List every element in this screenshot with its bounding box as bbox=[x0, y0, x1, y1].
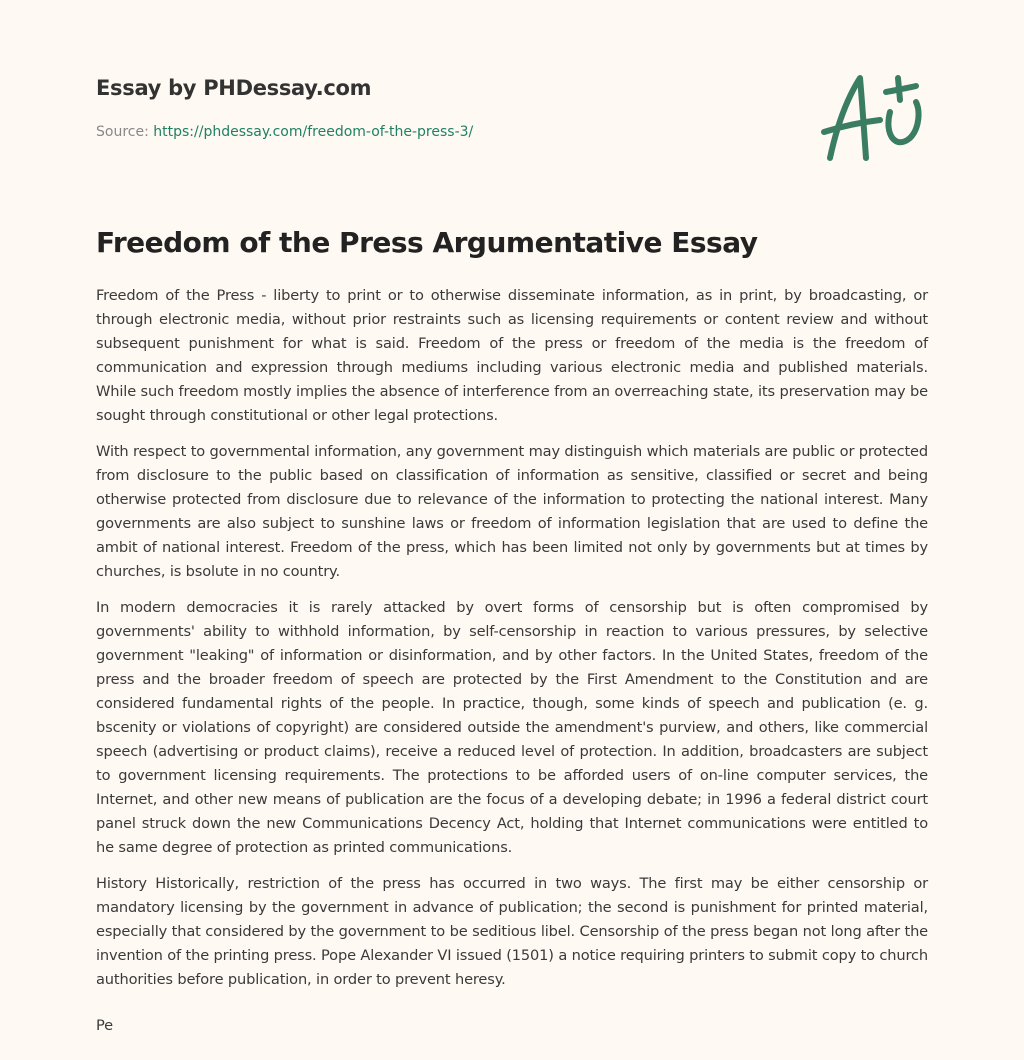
source-link[interactable]: https://phdessay.com/freedom-of-the-press-3/ bbox=[153, 124, 474, 140]
paragraph: History Historically, restriction of the press has occurred in two ways. The first may be either censorship or mandatory licensing by the government in advance of publication; the second is punishment for printed material, especially that considered by the government to be seditious libel. Censorship of the press began not long after the invention of the printing press. Pope Alexander VI issued (1501) a notice requiring printers to submit copy to church authorities before publication, in order to prevent heresy. bbox=[96, 875, 928, 988]
paragraph: Freedom of the Press - liberty to print or to otherwise disseminate information, as in print, by broadcasting, or through electronic media, without prior restraints such as licensing requirements or content review and without subsequent punishment for what is said. Freedom of the press or freedom of the media is the freedom of communication and expression through mediums including various electronic media and published materials. While such freedom mostly implies the absence of interference from an overreaching state, its preservation may be sought through constitutional or other legal protections. bbox=[96, 287, 928, 424]
paragraph: Pe bbox=[96, 1017, 113, 1034]
paragraph: With respect to governmental information, any government may distinguish which materials are public or protected from disclosure to the public based on classification of information as sensitive, classified or secret and being otherwise protected from disclosure due to relevance of the information to protecting the national interest. Many governments are also subject to sunshine laws or freedom of information legislation that are used to define the ambit of national interest. Freedom of the press, which has been limited not only by governments but at times by churches, is bsolute in no country. bbox=[96, 443, 928, 580]
paragraph: In modern democracies it is rarely attacked by overt forms of censorship but is often compromised by governments' ability to withhold information, by self-censorship in reaction to various pressures, by selective government "leaking" of information or disinformation, and by other factors. In the United States, freedom of the press and the broader freedom of speech are protected by the First Amendment to the Constitution and are considered fundamental rights of the people. In practice, though, some kinds of speech and publication (e. g. bscenity or violations of copyright) are considered outside the amendment's purview, and others, like commercial speech (advertising or product claims), receive a reduced level of protection. In addition, broadcasters are subject to government licensing requirements. The protections to be afforded users of on-line computer services, the Internet, and other new means of publication are the focus of a developing debate; in 1996 a federal district court panel struck down the new Communications Decency Act, holding that Internet communications were entitled to he same degree of protection as printed communications. bbox=[96, 599, 928, 856]
article-body bbox=[96, 284, 928, 1050]
source-label: Source: bbox=[96, 124, 149, 140]
a-plus-logo-icon bbox=[818, 70, 928, 165]
article-title: Freedom of the Press Argumentative Essay bbox=[96, 226, 758, 259]
site-brand: Essay by PHDessay.com bbox=[96, 76, 372, 100]
source-line bbox=[96, 124, 473, 140]
